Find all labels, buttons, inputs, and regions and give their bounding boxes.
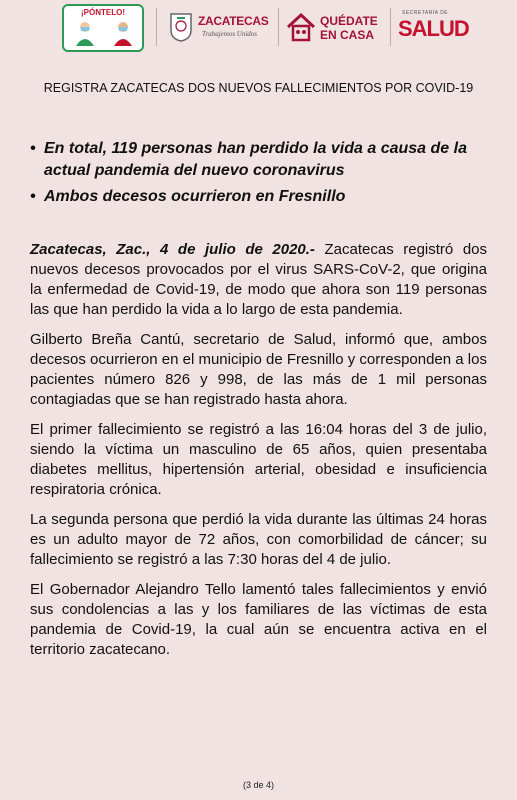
zacatecas-logo-name: ZACATECAS — [198, 14, 269, 28]
body-paragraph: El primer fallecimiento se registró a las 16:04 horas del 3 de julio, siendo la víctima un masculino de 65 años, quien presentaba diabetes mellitus, hipertensión arterial, obesidad e insuficiencia respiratoria crónica. — [30, 421, 487, 498]
mask-figure-icon — [112, 20, 134, 46]
body-paragraph: Gilberto Breña Cantú, secretario de Salud, informó que, ambos decesos ocurrieron en el municipio de Fresnillo y corresponden a los pacientes número 826 y 998, de las más de 1 mil personas contagiadas que se han registrado hasta ahora. — [30, 331, 487, 408]
ponte-logo-title: ¡PÓNTELO! — [81, 8, 125, 17]
press-body — [30, 240, 487, 670]
salud-logo-small: SECRETARÍA DE — [402, 10, 449, 16]
header-divider — [390, 8, 391, 46]
salud-logo-big: SALUD — [398, 16, 469, 41]
paragraph-text: Zacatecas registró dos nuevos decesos provocados por el virus SARS-CoV-2, que origina la enfermedad de Covid-19, de modo que ahora son 119 personas las que han perdido la vida a lo largo de esta pandemia. — [30, 241, 487, 318]
zacatecas-logo — [168, 8, 268, 50]
header-divider — [156, 8, 157, 46]
dateline: Zacatecas, Zac., 4 de julio de 2020.- — [30, 241, 315, 258]
summary-bullets — [30, 138, 490, 212]
press-headline: REGISTRA ZACATECAS DOS NUEVOS FALLECIMIENTOS POR COVID-19 — [43, 81, 474, 95]
mask-figure-icon — [74, 20, 96, 46]
header-logos-bar — [0, 0, 517, 58]
bullet-dot: • — [30, 140, 36, 157]
secretaria-salud-logo — [394, 10, 478, 46]
header-divider — [278, 8, 279, 46]
body-paragraph — [30, 240, 487, 320]
quedate-en-casa-logo — [286, 8, 386, 50]
page-number: (3 de 4) — [242, 780, 275, 790]
quedate-line2: EN CASA — [320, 28, 375, 42]
body-paragraph: La segunda persona que perdió la vida durante las últimas 24 horas es un adulto mayor de 72 años, con comorbilidad de cáncer; su fallecimiento se registró a las 7:30 horas del 4 de julio. — [30, 511, 487, 568]
state-seal-icon — [168, 12, 194, 42]
quedate-line1: QUÉDATE — [320, 14, 378, 28]
house-icon — [286, 12, 316, 42]
bullet-item — [30, 138, 490, 182]
bullet-text: Ambos decesos ocurrieron en Fresnillo — [44, 188, 346, 205]
zacatecas-logo-slogan: Trabajemos Unidos — [202, 30, 258, 38]
body-paragraph: El Gobernador Alejandro Tello lamentó tales fallecimientos y envió sus condolencias a las y los familiares de las víctimas de esta pandemia de Covid-19, la cual aún se encuentra activa en el territorio zacatecano. — [30, 581, 487, 658]
ponte-logo — [62, 4, 144, 52]
bullet-dot: • — [30, 188, 36, 205]
bullet-text: En total, 119 personas han perdido la vida a causa de la actual pandemia del nuevo coronavirus — [44, 140, 467, 179]
bullet-item — [30, 186, 490, 208]
